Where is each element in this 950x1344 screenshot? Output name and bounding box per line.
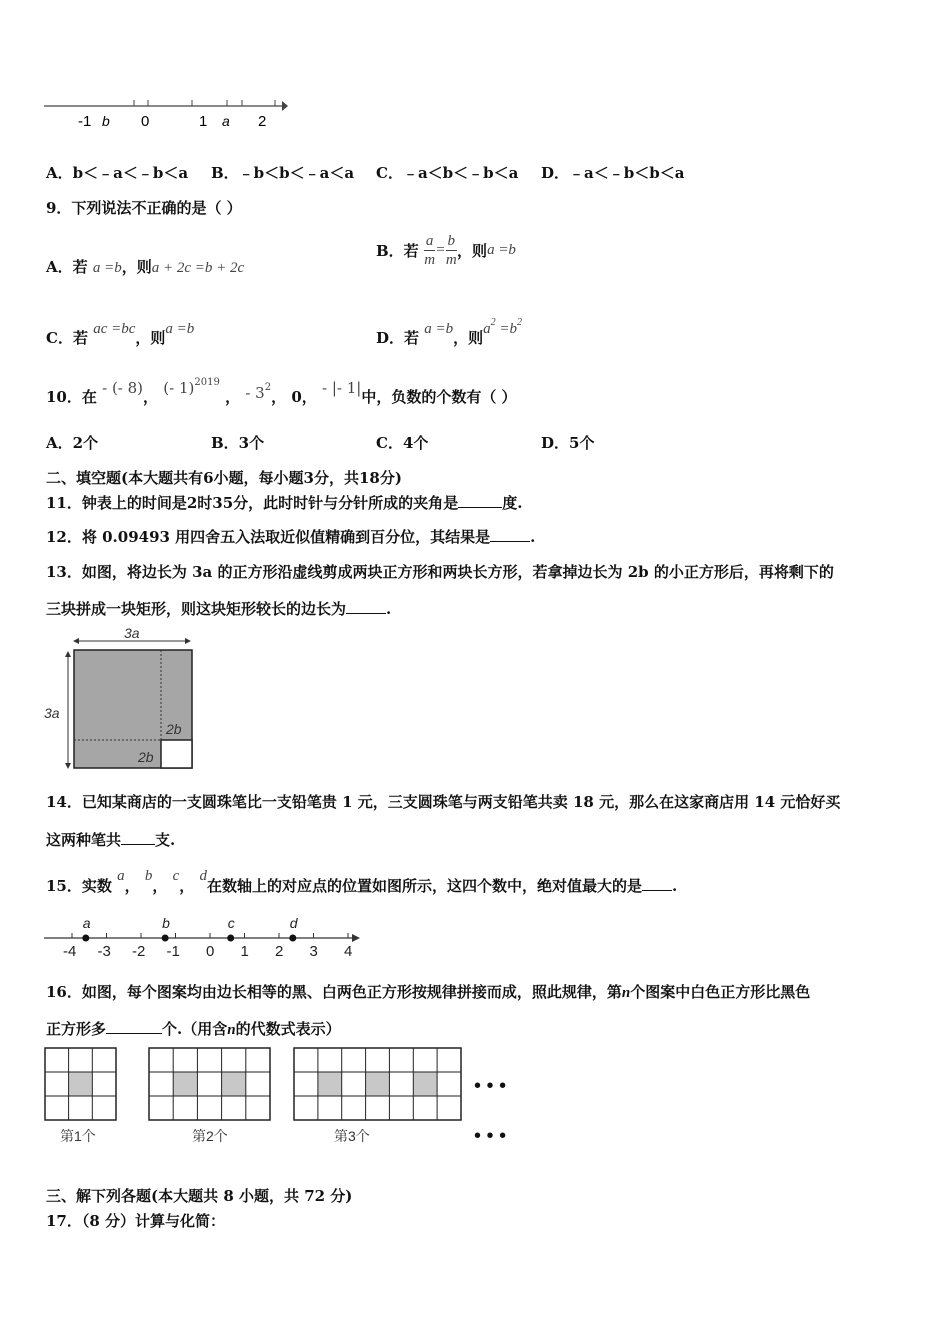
q14-answer-blank <box>121 830 155 845</box>
q9-d-result <box>483 317 523 337</box>
q13-line2 <box>46 598 391 619</box>
q9-b-eq: = <box>435 242 446 258</box>
q13-answer-blank <box>346 599 386 614</box>
q15-tick-label-1: -3 <box>97 943 111 960</box>
q9-c-label: C．若 <box>46 329 88 347</box>
q15-tick-label-5: 1 <box>240 943 249 960</box>
q13-label-inner-bottom: 2b <box>138 749 154 765</box>
q16-pattern-1 <box>45 1048 116 1120</box>
q15-var-c: c <box>172 868 180 884</box>
q16-line2 <box>46 1018 341 1039</box>
q15-pre: 15．实数 <box>46 877 112 895</box>
q9-a-label: A．若 <box>46 258 88 276</box>
q15-var-b: b <box>144 868 153 884</box>
q9-b-den1: m <box>424 252 436 268</box>
q16-pattern-2 <box>149 1048 270 1120</box>
q9-d-cond: a =b <box>424 321 454 337</box>
q16-caption-3: 第3个 <box>334 1128 370 1144</box>
q15-var-a: a <box>117 868 125 884</box>
q9-d-res-exp1: 2 <box>490 317 496 328</box>
q10-n2 <box>163 379 220 397</box>
q16-line1-post: 个图案中白色正方形比黑色 <box>630 983 811 1001</box>
q10-suffix: 中，负数的个数有（ ） <box>361 388 517 406</box>
q16-line2-pre: 正方形多 <box>46 1020 107 1038</box>
q12-post: . <box>530 528 536 546</box>
q15-tick-label-4: 0 <box>206 943 215 960</box>
q10-option-b: B．3个 <box>211 434 265 452</box>
q16-dots-bottom: • • • <box>474 1125 507 1147</box>
q8-tick-b: b <box>102 113 110 129</box>
q9-b-result: a =b <box>487 242 516 258</box>
q8-option-b: B．﹣b＜b＜﹣a＜a <box>211 164 355 182</box>
q15-tick-label-2: -2 <box>132 943 146 960</box>
q10-n2-base: (- 1) <box>163 379 195 397</box>
q14-line2-pre: 这两种笔共 <box>46 831 122 849</box>
q9-c-then: ，则 <box>135 329 166 347</box>
q9-d-res-mid: =b <box>495 321 518 337</box>
q10-prefix: 10．在 <box>46 388 97 406</box>
q10-n1: - (- 8) <box>102 379 144 397</box>
q10-n3 <box>245 384 271 402</box>
q15-end: . <box>672 877 678 895</box>
q16-p2-grey-cell-1 <box>173 1072 197 1096</box>
q15-point-c <box>227 935 234 942</box>
q10-option-a: A．2个 <box>46 434 99 452</box>
q16-caption-1: 第1个 <box>60 1128 96 1144</box>
q16-line1 <box>46 981 810 1002</box>
q15-point-label-c: c <box>227 915 235 931</box>
q15-answer-blank <box>642 876 672 891</box>
q13-square-figure <box>40 624 200 776</box>
q16-p1-grey-cell <box>69 1072 93 1096</box>
q9-b-fraction-left <box>424 232 436 269</box>
q16-line2-mid: 个.（用含 <box>162 1020 228 1038</box>
q12 <box>46 526 535 547</box>
q15-sep3: ， <box>179 877 195 895</box>
q10-n2-exp: 2019 <box>194 377 220 388</box>
q10-stem <box>46 377 517 407</box>
q12-answer-blank <box>490 527 530 542</box>
q13-label-inner-right: 2b <box>166 721 182 737</box>
q10-option-c: C．4个 <box>376 434 429 452</box>
q10-n3-base: - 3 <box>245 384 265 402</box>
q15-point-label-d: d <box>289 915 298 931</box>
q15-tick-label-3: -1 <box>166 943 180 960</box>
q10-sep3: ， <box>271 388 287 406</box>
q16-n-var-2: n <box>227 1022 236 1038</box>
q11-pre: 11．钟表上的时间是2时35分，此时时针与分针所成的夹角是 <box>46 494 459 512</box>
section-3-heading: 三、解下列各题(本大题共 8 小题，共 72 分) <box>46 1187 353 1205</box>
q15-point-d <box>289 935 296 942</box>
q8-tick-1: 1 <box>199 113 208 130</box>
q10-n5: - |- 1| <box>322 379 362 397</box>
q16-caption-2: 第2个 <box>192 1128 228 1144</box>
q8-option-d: D．﹣a＜﹣b＜b＜a <box>541 164 685 182</box>
q15-tick-label-6: 2 <box>275 943 284 960</box>
q9-d-res-exp2: 2 <box>517 317 523 328</box>
q14-line2-post: 支. <box>155 831 176 849</box>
q15-tick-label-0: -4 <box>63 943 77 960</box>
q15-stem <box>46 868 678 896</box>
q15-point-label-b: b <box>162 915 170 931</box>
q9-a-then: ，则 <box>121 258 152 276</box>
q16-line1-pre: 16．如图，每个图案均由边长相等的黑、白两色正方形按规律拼接而成，照此规律，第 <box>46 983 622 1001</box>
q15-post: 在数轴上的对应点的位置如图所示，这四个数中，绝对值最大的是 <box>207 877 643 895</box>
q15-tick-label-7: 3 <box>309 943 318 960</box>
q13-label-top: 3a <box>124 625 140 641</box>
q11 <box>46 492 522 513</box>
q15-point-label-a: a <box>82 915 91 931</box>
q9-b-num2: b <box>447 233 456 249</box>
q15-point-a <box>82 935 89 942</box>
q17-stem: 17．（8 分）计算与化简： <box>46 1212 226 1230</box>
q10-sep2: ， <box>225 388 241 406</box>
q8-option-a: A．b＜﹣a＜﹣b＜a <box>46 164 189 182</box>
q9-stem: 9．下列说法不正确的是（ ） <box>46 199 242 217</box>
q9-option-a <box>46 256 244 277</box>
q8-tick-a: a <box>222 113 230 129</box>
q9-b-fraction-right <box>446 232 458 269</box>
q9-option-c <box>46 321 195 348</box>
section-2-heading: 二、填空题(本大题共有6小题，每小题3分，共18分) <box>46 469 402 487</box>
q9-d-then: ，则 <box>453 329 484 347</box>
q9-d-res-base: a <box>483 321 491 337</box>
q9-b-label: B．若 <box>376 242 419 260</box>
q10-sep1: ， <box>143 388 159 406</box>
q13-label-left: 3a <box>44 705 60 721</box>
q9-option-d <box>376 317 523 348</box>
q10-n3-exp: 2 <box>264 382 272 393</box>
q14-line1: 14．已知某商店的一支圆珠笔比一支铅笔贵 1 元，三支圆珠笔与两支铅笔共卖 18 元，那么在这家商店用 14 元恰好买 <box>46 793 841 811</box>
q8-option-c: C．﹣a＜b＜﹣b＜a <box>376 164 519 182</box>
q10-n4: 0， <box>291 388 317 406</box>
q15-point-b <box>162 935 169 942</box>
q9-d-label: D．若 <box>376 329 420 347</box>
q16-p3-grey-cell-3 <box>413 1072 437 1096</box>
q16-p3-grey-cell-2 <box>366 1072 390 1096</box>
q15-sep2: ， <box>152 877 168 895</box>
q13-line2-pre: 三块拼成一块矩形，则这块矩形较长的边长为 <box>46 600 347 618</box>
q8-number-line <box>42 96 290 132</box>
q12-pre: 12．将 0.09493 用四舍五入法取近似值精确到百分位，其结果是 <box>46 528 491 546</box>
q14-line2 <box>46 829 175 850</box>
q8-tick-m1: -1 <box>78 113 92 130</box>
q16-n-var: n <box>621 985 631 1001</box>
q16-p3-grey-cell-1 <box>318 1072 342 1096</box>
q11-post: 度. <box>502 494 523 512</box>
q9-b-num1: a <box>425 233 434 249</box>
q16-pattern-figure <box>40 1044 560 1154</box>
q13-line2-post: . <box>386 600 392 618</box>
q13-line1: 13．如图，将边长为 3a 的正方形沿虚线剪成两块正方形和两块长方形，若拿掉边长为 2b 的小正方形后，再将剩下的 <box>46 563 834 581</box>
q16-p2-grey-cell-2 <box>222 1072 246 1096</box>
q16-line2-post: 的代数式表示） <box>235 1020 341 1038</box>
q9-b-den2: m <box>445 252 457 268</box>
q9-option-b <box>376 232 516 269</box>
q15-tick-label-8: 4 <box>344 943 353 960</box>
q15-number-line <box>40 912 370 962</box>
q16-pattern-3 <box>294 1048 461 1120</box>
q16-answer-blank <box>106 1019 162 1034</box>
q15-var-d: d <box>199 868 208 884</box>
q9-c-result: a =b <box>165 321 195 337</box>
q9-b-then: ，则 <box>457 242 488 260</box>
q9-c-cond: ac =bc <box>93 321 136 337</box>
q15-sep1: ， <box>124 877 140 895</box>
q9-a-result: a + 2c =b + 2c <box>151 260 245 276</box>
q10-option-d: D．5个 <box>541 434 595 452</box>
q16-dots-top: • • • <box>474 1075 507 1097</box>
q8-tick-2: 2 <box>258 113 267 130</box>
q8-tick-0: 0 <box>141 113 150 130</box>
q11-answer-blank <box>458 493 502 508</box>
q9-a-cond: a =b <box>92 260 122 276</box>
